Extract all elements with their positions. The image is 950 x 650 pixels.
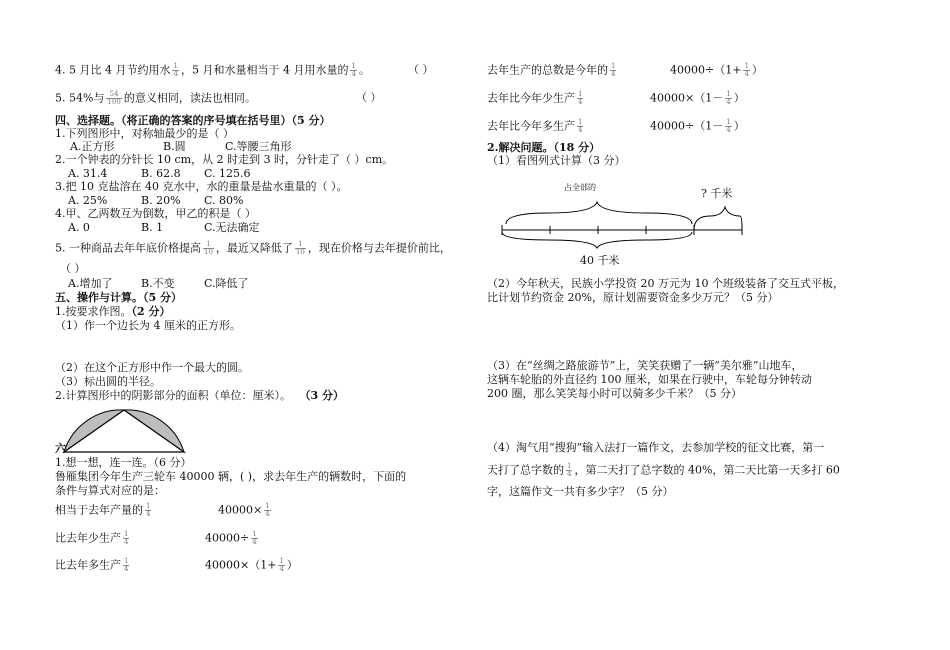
condition-item: 相当于去年产量的 $\frac{1}{4}$ bbox=[55, 502, 151, 518]
solve-p1: （1）看图列式计算（3 分） bbox=[487, 154, 626, 167]
fraction: $\frac{1}{10}$ bbox=[204, 240, 213, 256]
answer-parentheses[interactable]: （ ） bbox=[60, 262, 86, 275]
fraction: $\frac{1}{4}$ bbox=[351, 62, 356, 78]
op-q1: 1.按要求作图。（2 分） bbox=[55, 305, 171, 318]
fraction: $\frac{1}{4}$ bbox=[124, 530, 129, 546]
solve-title: 2.解决问题。（18 分） bbox=[487, 141, 601, 154]
option-a: A.增加了 bbox=[68, 277, 113, 290]
fraction: $\frac{1}{4}$ bbox=[265, 502, 270, 518]
fraction: $\frac{1}{4}$ bbox=[726, 118, 731, 134]
top-brace bbox=[506, 202, 692, 224]
option-b: B.不变 bbox=[141, 277, 175, 290]
fraction: $\frac{1}{4}$ bbox=[611, 62, 616, 78]
fraction: $\frac{1}{4}$ bbox=[124, 557, 129, 573]
option-b: B. 1 bbox=[141, 221, 164, 234]
expression-item: 40000×（1+ $\frac{1}{4}$ ） bbox=[205, 557, 298, 573]
choice-q4: 4.甲、乙两数互为倒数，甲乙的积是（ ） bbox=[55, 207, 256, 220]
condition-item: 比去年多生产 $\frac{1}{4}$ bbox=[55, 557, 129, 573]
section-5-title: 五、操作与计算。（5 分） bbox=[55, 291, 182, 304]
diagram-label-total: 40 千米 bbox=[580, 254, 620, 267]
condition-item: 去年比今年少生产 $\frac{1}{4}$ bbox=[487, 90, 583, 106]
fraction: $\frac{1}{4}$ bbox=[726, 90, 731, 106]
option-b: B.圆 bbox=[163, 140, 186, 153]
expression-item: 40000÷（1－ $\frac{1}{4}$ ） bbox=[650, 118, 745, 134]
diagram-label-part: 占全部的 bbox=[564, 183, 596, 192]
semicircle-figure bbox=[62, 408, 186, 454]
option-b: B. 62.8 bbox=[141, 167, 181, 180]
segment-diagram bbox=[498, 178, 748, 270]
expression-item: 40000÷ $\frac{1}{4}$ bbox=[205, 530, 257, 546]
fraction: $\frac{1}{4}$ bbox=[578, 118, 583, 134]
option-c: C. 125.6 bbox=[204, 167, 251, 180]
option-c: C.等腰三角形 bbox=[225, 140, 292, 153]
right-brace bbox=[694, 207, 742, 230]
option-a: A. 25% bbox=[68, 194, 108, 207]
fraction: $\frac{1}{4}$ bbox=[744, 62, 749, 78]
solve-p2-line2: 比计划节约资金 20%，原计划需要资金多少万元？（5 分） bbox=[487, 291, 779, 304]
fraction: $\frac{1}{4}$ bbox=[146, 502, 151, 518]
match-q1: 1.想一想，连一连。（6 分） bbox=[55, 456, 192, 469]
choice-q3: 3.把 10 克盐溶在 40 克水中，水的重量是盐水重量的（ ）。 bbox=[55, 180, 348, 193]
option-a: A. 0 bbox=[68, 221, 90, 234]
match-q1-text2: 条件与算式对应的是： bbox=[55, 484, 165, 497]
fraction: $\frac{1}{4}$ bbox=[567, 462, 572, 478]
solve-p2-line1: （2）今年秋天，民族小学投资 20 万元为 10 个班级装备了交互式平板， bbox=[487, 277, 844, 290]
expression-item: 40000× $\frac{1}{4}$ bbox=[218, 502, 270, 518]
fraction: $\frac{1}{4}$ bbox=[173, 62, 178, 78]
option-a: A. 31.4 bbox=[68, 167, 108, 180]
op-q1-step3: （3）标出圆的半径。 bbox=[55, 375, 161, 388]
diagram-label-unknown: ? 千米 bbox=[701, 187, 733, 200]
match-q1-text: 鲁雁集团今年生产三轮车 40000 辆，( )，求去年生产的辆数时，下面的 bbox=[55, 470, 407, 483]
solve-p4-line3: 字，这篇作文一共有多少字？（5 分） bbox=[487, 485, 674, 498]
answer-parentheses[interactable]: （ ） bbox=[356, 91, 382, 104]
solve-p4-line2: 天打了总字数的 $\frac{1}{4}$ ，第二天打了总字数的 40%，第二天比第一天多打 60 bbox=[487, 462, 840, 478]
choice-q2: 2.一个钟表的分针长 10 cm，从 2 时走到 3 时，分针走了（ ）cm。 bbox=[55, 153, 394, 166]
solve-p3-line2: 这辆车轮胎的外直径约 100 厘米，如果在行驶中，车轮每分钟转动 bbox=[487, 373, 812, 386]
fraction: $\frac{1}{4}$ bbox=[279, 557, 284, 573]
judge-q5-text: 5. 54%与 bbox=[55, 91, 105, 105]
op-q2: 2.计算图形中的阴影部分的面积（单位：厘米）。 （3 分） bbox=[55, 389, 344, 402]
judge-q4-text: 4. 5 月比 4 月节约用水 bbox=[55, 63, 171, 77]
option-c: C.无法确定 bbox=[204, 221, 260, 234]
fraction: $\frac{1}{4}$ bbox=[578, 90, 583, 106]
option-c: C. 80% bbox=[204, 194, 244, 207]
choice-q1: 1.下列图形中，对称轴最少的是（ ） bbox=[55, 127, 234, 140]
section-6-title: 六 bbox=[55, 442, 66, 455]
solve-p3-line3: 200 圈，那么笑笑每小时可以骑多少千米？（5 分） bbox=[487, 387, 742, 400]
answer-parentheses[interactable]: （ ） bbox=[408, 63, 434, 76]
condition-item: 比去年少生产 $\frac{1}{4}$ bbox=[55, 530, 129, 546]
condition-item: 去年生产的总数是今年的 $\frac{1}{4}$ bbox=[487, 62, 616, 78]
judge-item-4: 4. 5 月比 4 月节约用水 $\frac{1}{4}$ ，5 月和水量相当于 4 月用水量的 $\frac{1}{4}$ 。 bbox=[55, 62, 370, 78]
op-q1-step2: （2）在这个正方形中作一个最大的圆。 bbox=[55, 361, 249, 374]
solve-p3-line1: （3）在“丝绸之路旅游节”上，笑笑获赠了一辆“美尔雅”山地车， bbox=[487, 359, 803, 372]
fraction: $\frac{1}{10}$ bbox=[295, 240, 305, 256]
option-b: B. 20% bbox=[141, 194, 181, 207]
fraction: $\frac{1}{4}$ bbox=[252, 530, 257, 546]
fraction: $\frac{54}{100}$ bbox=[107, 90, 121, 106]
op-q1-step1: （1）作一个边长为 4 厘米的正方形。 bbox=[55, 319, 241, 332]
solve-p4-line1: （4）淘气用“搜狗”输入法打一篇作文，去参加学校的征文比赛，第一 bbox=[487, 441, 825, 454]
bottom-brace bbox=[502, 232, 692, 248]
judge-item-5: 5. 54%与 $\frac{54}{100}$ 的意义相同，读法也相同。 bbox=[55, 90, 256, 106]
expression-item: 40000÷（1+ $\frac{1}{4}$ ） bbox=[670, 62, 763, 78]
expression-item: 40000×（1－ $\frac{1}{4}$ ） bbox=[650, 90, 745, 106]
option-a: A.正方形 bbox=[70, 140, 115, 153]
section-4-title: 四、选择题。（将正确的答案的序号填在括号里）（5 分） bbox=[55, 114, 331, 127]
option-c: C.降低了 bbox=[204, 277, 249, 290]
choice-q5: 5. 一种商品去年年底价格提高 $\frac{1}{10}$ ，最近又降低了 $\frac{1}{10}$ ，现在价格与去年提价前比， bbox=[55, 240, 451, 256]
condition-item: 去年比今年多生产 $\frac{1}{4}$ bbox=[487, 118, 583, 134]
